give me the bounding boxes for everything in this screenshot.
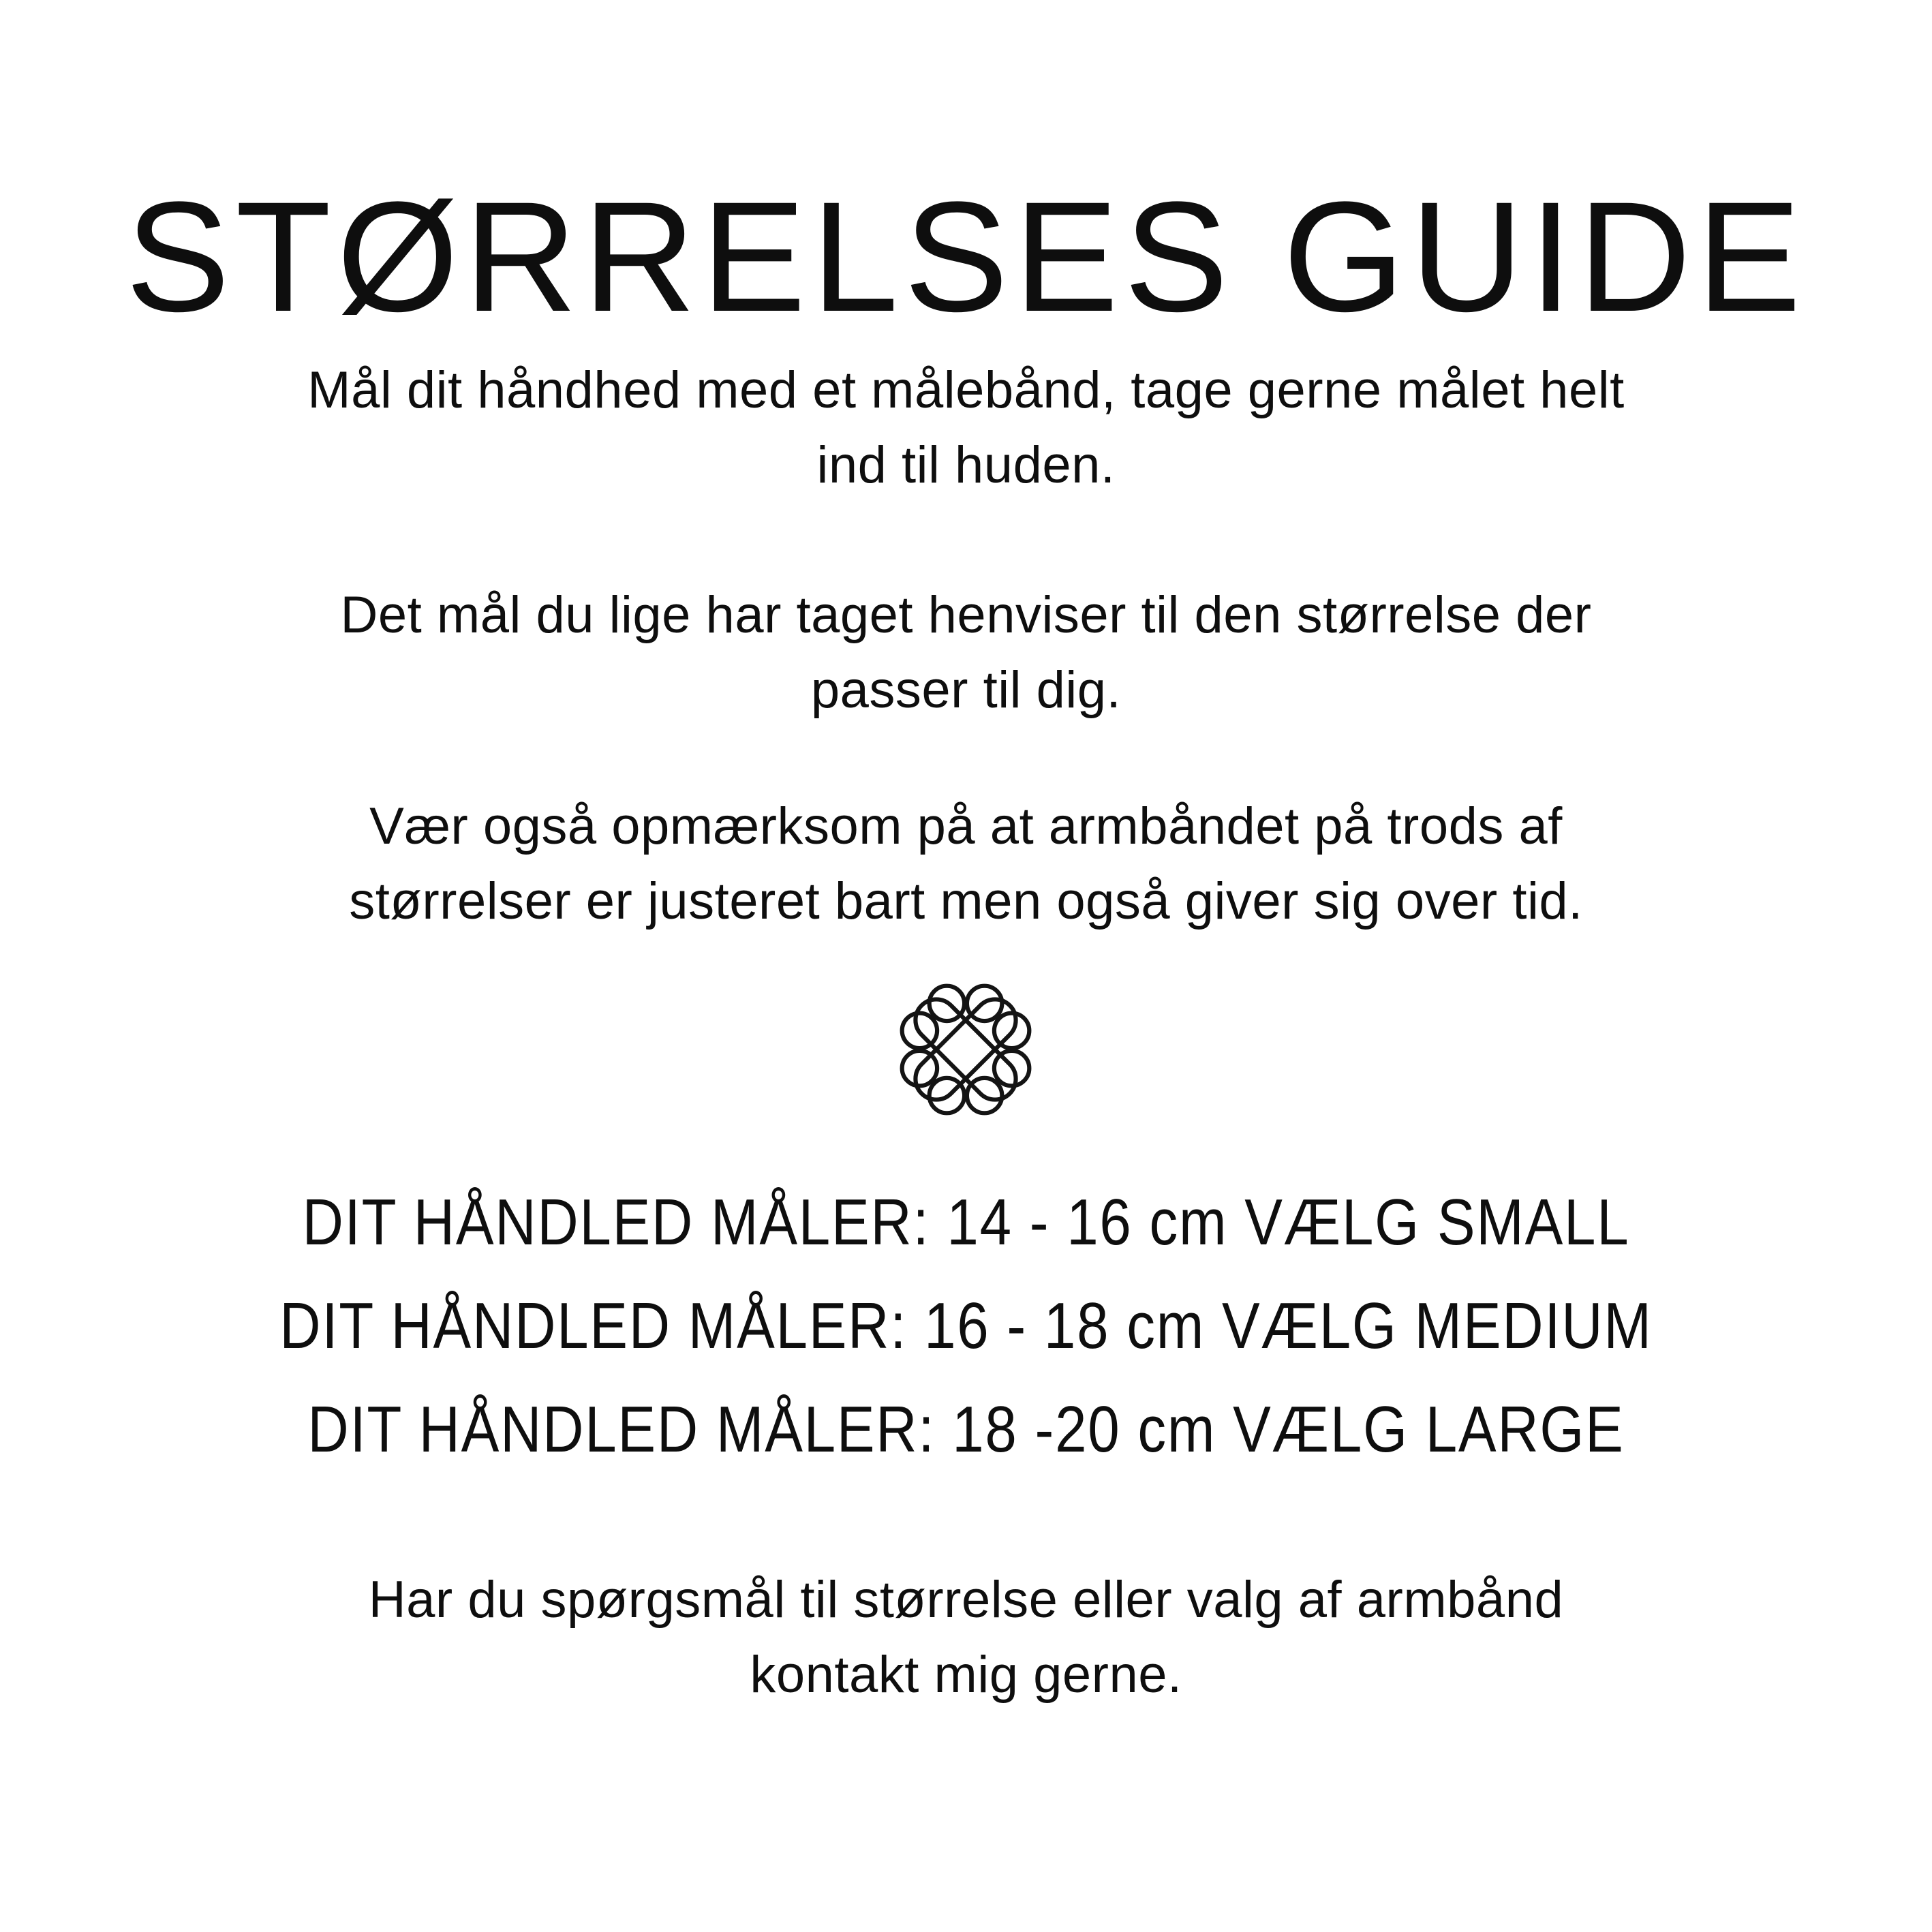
intro-paragraph: [0, 353, 1932, 503]
adjustability-note-line-2: størrelser er justeret bart men også giver sig over tid.: [349, 872, 1583, 930]
hearts-knot-icon: [898, 981, 1034, 1118]
adjustability-note-paragraph: [0, 789, 1932, 939]
intro-line-2: ind til huden.: [816, 436, 1116, 494]
contact-paragraph: [0, 1563, 1932, 1713]
measurement-note-line-2: passer til dig.: [810, 661, 1122, 719]
contact-line-1: Har du spørgsmål til størrelse eller valg af armbånd: [368, 1571, 1564, 1629]
size-row-large: DIT HÅNDLED MÅLER: 18 -20 cm VÆLG LARGE: [307, 1393, 1625, 1466]
contact-line-2: kontakt mig gerne.: [750, 1646, 1182, 1704]
intro-line-1: Mål dit håndhed med et målebånd, tage gerne målet helt: [307, 361, 1625, 419]
page-title: STØRRELSES GUIDE: [125, 169, 1807, 344]
measurement-note-paragraph: [0, 578, 1932, 728]
measurement-note-line-1: Det mål du lige har taget henviser til den størrelse der: [340, 586, 1592, 644]
size-row-small: DIT HÅNDLED MÅLER: 14 - 16 cm VÆLG SMALL: [302, 1186, 1630, 1259]
size-row-medium: DIT HÅNDLED MÅLER: 16 - 18 cm VÆLG MEDIUM: [279, 1289, 1653, 1362]
adjustability-note-line-1: Vær også opmærksom på at armbåndet på trods af: [369, 797, 1563, 855]
